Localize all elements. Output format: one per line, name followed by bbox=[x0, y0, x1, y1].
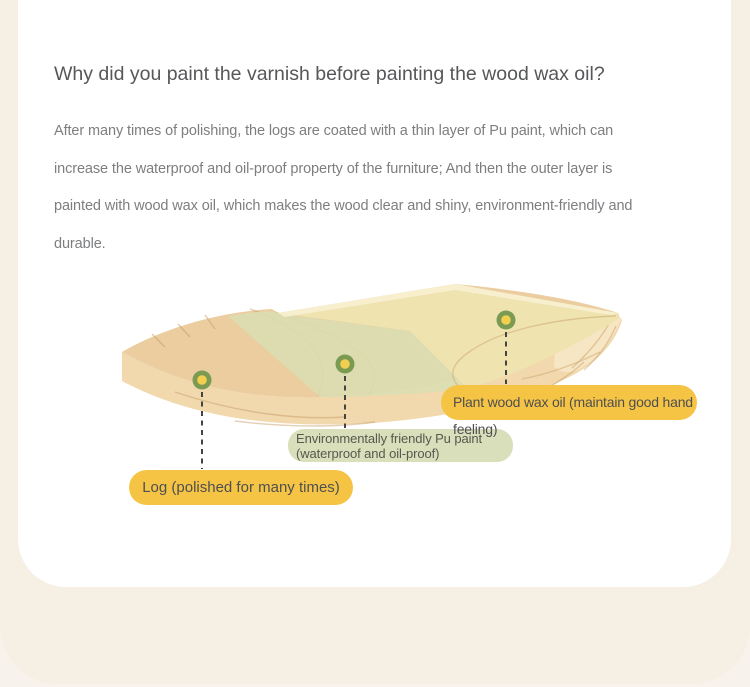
answer-line: painted with wood wax oil, which makes the wood clear and shiny, environment-friendly and bbox=[54, 198, 633, 214]
wax-oil-label-line1: Plant wood wax oil (maintain good hand bbox=[453, 394, 693, 410]
wax-marker-icon bbox=[497, 311, 516, 330]
section-question-title: Why did you paint the varnish before painting the wood wax oil? bbox=[54, 63, 605, 85]
pu-paint-label-line2: (waterproof and oil-proof) bbox=[296, 446, 440, 461]
log-marker-icon bbox=[193, 371, 212, 390]
wax-oil-label bbox=[441, 385, 697, 437]
pu-marker-icon bbox=[336, 355, 355, 374]
answer-line: increase the waterproof and oil-proof property of the furniture; And then the outer layer is bbox=[54, 160, 613, 177]
pu-paint-label-line1: Environmentally friendly Pu paint bbox=[296, 431, 483, 446]
log-label: Log (polished for many times) bbox=[129, 470, 353, 505]
answer-line: durable. bbox=[54, 235, 106, 252]
wax-oil-label-line2: feeling) bbox=[453, 420, 498, 437]
answer-line: After many times of polishing, the logs are coated with a thin layer of Pu paint, which can bbox=[54, 123, 614, 139]
